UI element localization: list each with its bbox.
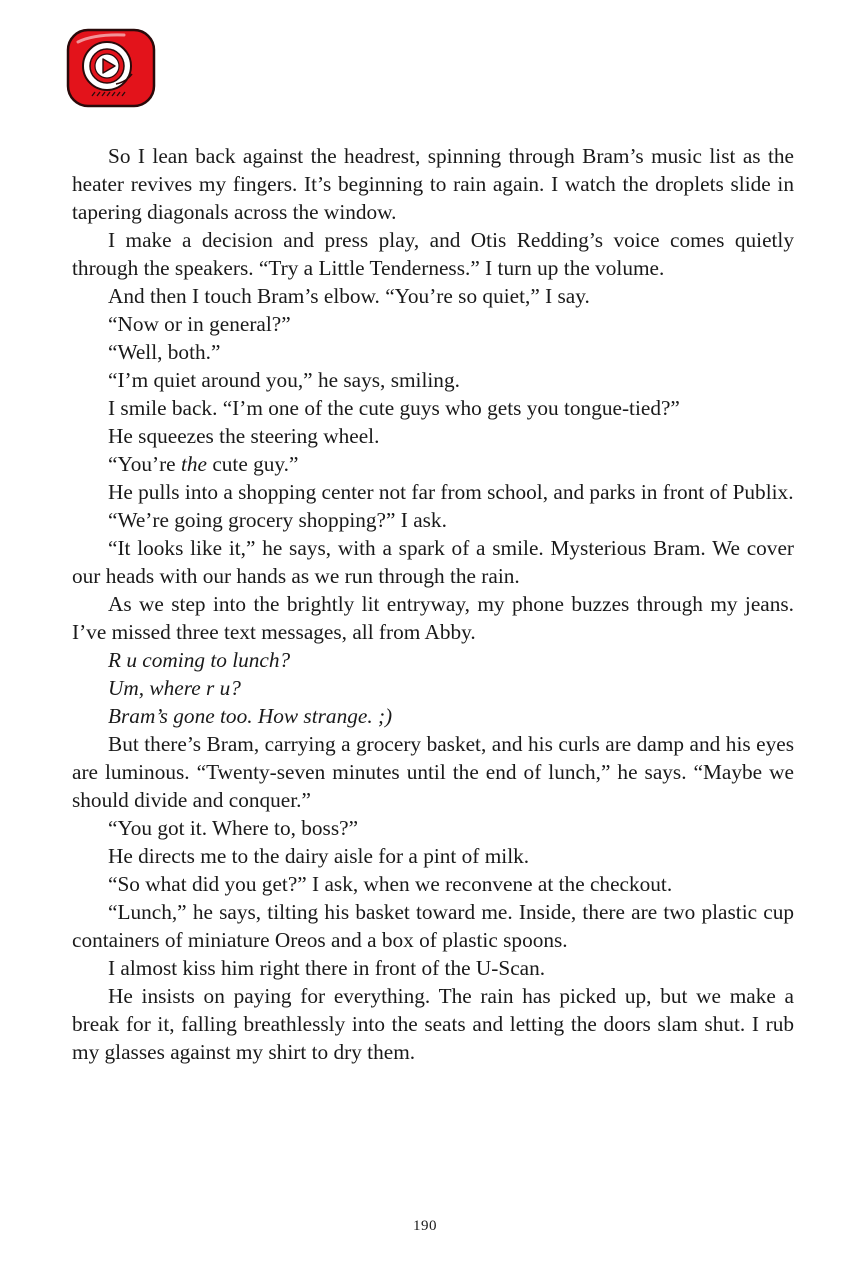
paragraph: “Now or in general?” <box>108 312 291 336</box>
page-number: 190 <box>413 1218 437 1234</box>
paragraph: “I’m quiet around you,” he says, smiling. <box>108 368 460 392</box>
paragraph: “We’re going grocery shopping?” I ask. <box>108 508 447 532</box>
paragraph: He insists on paying for everything. The rain has picked up, but we make a break for it, falling breathlessly into the seats and letting the doors slam shut. I rub my glasses against my shirt to dry them. <box>72 984 794 1064</box>
emphasis-text: the <box>180 452 207 476</box>
paragraph-text: cute guy.” <box>207 452 299 476</box>
paragraph: He squeezes the steering wheel. <box>108 424 380 448</box>
paragraph: So I lean back against the headrest, spinning through Bram’s music list as the heater revives my fingers. It’s beginning to rain again. I watch the droplets slide in tapering diagonals across the window. <box>72 144 794 224</box>
paragraph: He directs me to the dairy aisle for a pint of milk. <box>108 844 530 868</box>
paragraph: I almost kiss him right there in front of the U-Scan. <box>108 956 546 980</box>
play-button-badge-icon <box>64 26 158 114</box>
page-body-text <box>72 142 794 1066</box>
paragraph: He pulls into a shopping center not far from school, and parks in front of Publix. <box>108 480 794 504</box>
paragraph: “Lunch,” he says, tilting his basket toward me. Inside, there are two plastic cup containers of miniature Oreos and a box of plastic spoons. <box>72 900 794 952</box>
paragraph: “So what did you get?” I ask, when we reconvene at the checkout. <box>108 872 673 896</box>
paragraph: And then I touch Bram’s elbow. “You’re so quiet,” I say. <box>108 284 590 308</box>
paragraph-with-emphasis <box>72 450 794 478</box>
paragraph: I smile back. “I’m one of the cute guys who gets you tongue-tied?” <box>108 396 680 420</box>
paragraph: “It looks like it,” he says, with a spark of a smile. Mysterious Bram. We cover our heads with our hands as we run through the rain. <box>72 536 794 588</box>
paragraph-text: “You’re <box>108 452 181 476</box>
paragraph: I make a decision and press play, and Otis Redding’s voice comes quietly through the speakers. “Try a Little Tenderness.” I turn up the volume. <box>72 228 794 280</box>
text-message: Bram’s gone too. How strange. ;) <box>108 704 393 728</box>
text-message: Um, where r u? <box>108 676 241 700</box>
paragraph: As we step into the brightly lit entryway, my phone buzzes through my jeans. I’ve missed three text messages, all from Abby. <box>72 592 794 644</box>
paragraph: But there’s Bram, carrying a grocery basket, and his curls are damp and his eyes are luminous. “Twenty-seven minutes until the end of lunch,” he says. “Maybe we should divide and conquer.” <box>72 732 794 812</box>
paragraph: “Well, both.” <box>108 340 221 364</box>
paragraph: “You got it. Where to, boss?” <box>108 816 359 840</box>
text-message: R u coming to lunch? <box>108 648 291 672</box>
